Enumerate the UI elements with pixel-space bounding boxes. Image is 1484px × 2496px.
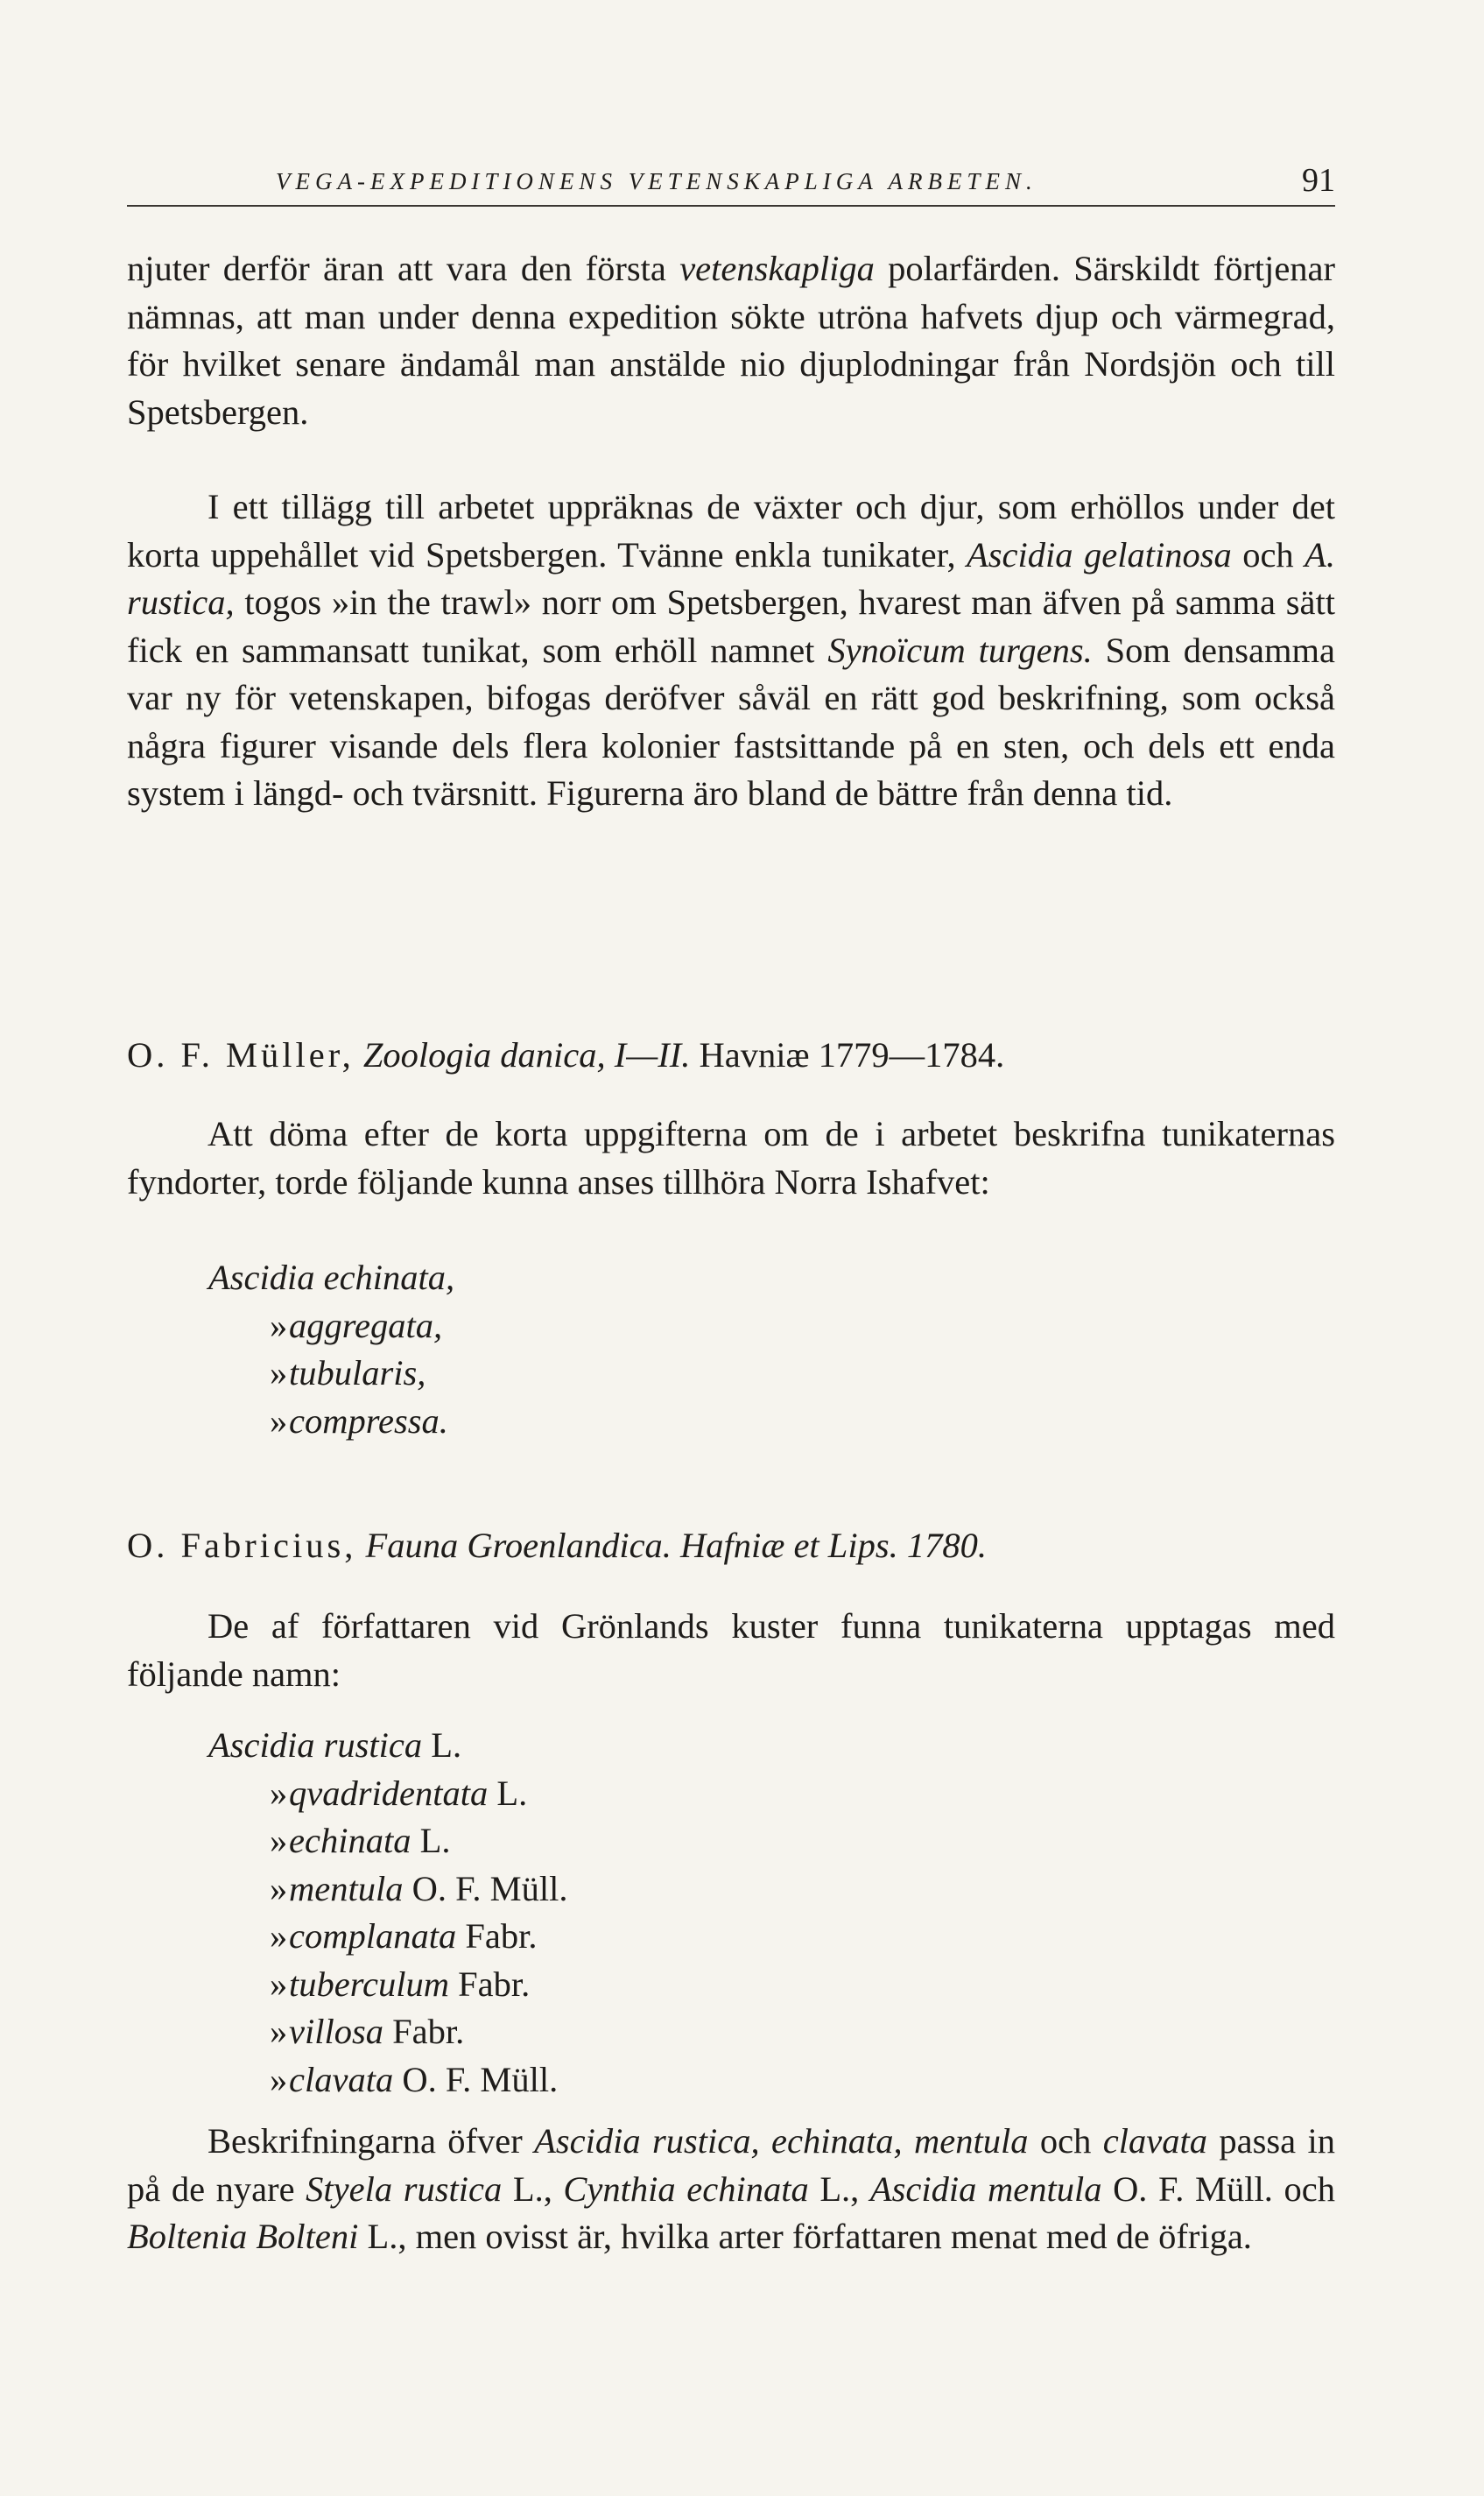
ref2-author: O. Fabricius,	[127, 1526, 357, 1565]
ditto-mark: »	[270, 1821, 288, 1860]
species-authority: Fabr.	[448, 1964, 531, 2004]
para2-text: och	[1231, 534, 1305, 575]
species-name: compressa.	[289, 1400, 448, 1441]
para5-text: och	[1028, 2121, 1103, 2161]
species-name: echinata	[289, 1821, 411, 1860]
species-authority: L.	[411, 1821, 451, 1860]
para5-italic: Boltenia Bolteni	[127, 2217, 359, 2256]
para2-text: I ett tillägg till arbetet uppräknas de växter och djur, som erhöllos under det korta uppehållet vid Spetsbergen. Tvänne enkla tunikater,	[127, 487, 1335, 575]
ditto-mark: »	[270, 2012, 288, 2051]
species-name: clavata	[289, 2059, 394, 2099]
para2-text-end: Som densamma var ny för vetenskapen, bifogas deröfver såväl en rätt god beskrifning, som också några figurer visande dels flera kolonier fastsittande på en sten, och dels ett enda system i längd- och tvärsnitt. Figurerna äro bland de bättre från denna tid.	[127, 630, 1335, 813]
species-name: Ascidia rustica	[208, 1725, 423, 1765]
para3-text: Att döma efter de korta uppgifterna om de i arbetet beskrifna tunikaternas fyndorter, torde följande kunna anses tillhöra Norra Ishafvet:	[127, 1114, 1335, 1202]
paragraph-1	[127, 245, 1335, 436]
para5-italic: Ascidia mentula	[869, 2168, 1102, 2209]
paragraph-2	[127, 483, 1335, 818]
para5-text: L.,	[502, 2168, 564, 2209]
species-list-item	[208, 1350, 454, 1398]
reference-muller	[127, 1032, 1004, 1080]
species-list-item	[208, 1913, 568, 1961]
para4-text: De af författaren vid Grönlands kuster funna tunikaterna upptagas med följande namn:	[127, 1606, 1335, 1694]
species-authority: O. F. Müll.	[393, 2059, 559, 2099]
species-list-item	[208, 1865, 568, 1914]
ref1-title: Zoologia danica, I—II.	[362, 1035, 691, 1075]
paragraph-3	[127, 1111, 1335, 1206]
species-authority: L.	[488, 1773, 528, 1813]
species-list-item	[208, 1254, 454, 1302]
species-list-item	[208, 2008, 568, 2056]
species-authority: O. F. Müll.	[403, 1868, 568, 1908]
para5-text-end: L., men ovisst är, hvilka arter författaren menat med de öfriga.	[358, 2217, 1252, 2256]
species-list-item	[208, 1398, 454, 1446]
species-name: tubularis,	[289, 1353, 426, 1393]
species-a-rustica: A. rustica,	[127, 534, 1335, 622]
ditto-mark: »	[270, 1868, 288, 1908]
ditto-mark: »	[270, 1353, 288, 1393]
para1-text-end: polarfärden. Särskildt förtjenar nämnas, att man under denna expedition sökte utröna hafvets djup och värmegrad, för hvilket senare ändamål man anstälde nio djuplodningar från Nordsjön och till Spetsbergen.	[127, 249, 1336, 432]
ditto-mark: »	[270, 1964, 288, 2004]
species-authority: L.	[422, 1725, 462, 1765]
para5-italic: clavata	[1102, 2121, 1207, 2161]
species-list-item	[208, 1961, 568, 2009]
ditto-mark: »	[270, 1400, 288, 1441]
species-ascidia-gelatinosa: Ascidia gelatinosa	[967, 534, 1232, 575]
species-name: mentula	[289, 1868, 404, 1908]
species-list-item	[208, 1302, 454, 1350]
ref2-title: Fauna Groenlandica. Hafniæ et Lips. 1780.	[365, 1526, 987, 1565]
species-name: aggregata,	[289, 1305, 443, 1345]
para5-text: passa in på de nyare	[127, 2121, 1335, 2209]
header-rule	[127, 205, 1335, 207]
species-list-item	[208, 1817, 568, 1865]
species-list-item	[208, 2056, 568, 2105]
ref1-place: Havniæ 1779—1784.	[690, 1035, 1005, 1075]
reference-fabricius	[127, 1522, 987, 1570]
ditto-mark: »	[270, 1305, 288, 1345]
running-header	[127, 159, 1335, 207]
species-name: tuberculum	[289, 1964, 449, 2004]
para5-text: Beskrifningarna öfver	[207, 2121, 535, 2161]
para5-italic: Styela rustica	[306, 2168, 503, 2209]
paragraph-4	[127, 1603, 1335, 1698]
page-number: 91	[1302, 162, 1335, 199]
ref1-author: O. F. Müller,	[127, 1035, 355, 1075]
para5-italic: Ascidia rustica, echinata, mentula	[534, 2121, 1029, 2161]
species-list-item	[208, 1770, 568, 1818]
species-name: complanata	[289, 1916, 457, 1956]
species-list-fabricius	[208, 1722, 568, 2104]
ditto-mark: »	[270, 2059, 288, 2099]
para5-text: L.,	[808, 2168, 870, 2209]
ditto-mark: »	[270, 1916, 288, 1956]
species-authority: Fabr.	[456, 1916, 538, 1956]
species-name: qvadridentata	[289, 1773, 489, 1813]
para1-italic: vetenskapliga	[679, 249, 875, 288]
species-name: villosa	[289, 2012, 383, 2051]
species-list-item	[208, 1722, 568, 1770]
species-synoicum-turgens: Synoïcum turgens.	[827, 630, 1093, 670]
species-name: Ascidia echinata,	[208, 1258, 455, 1297]
paragraph-5	[127, 2118, 1335, 2261]
ditto-mark: »	[270, 1773, 288, 1813]
para1-text: njuter derför äran att vara den första	[127, 249, 680, 288]
para5-text: O. F. Müll. och	[1101, 2168, 1335, 2209]
species-authority: Fabr.	[383, 2012, 465, 2051]
para5-italic: Cynthia echinata	[563, 2168, 809, 2209]
species-list-muller	[208, 1254, 454, 1445]
para2-text: togos »in the trawl» norr om Spetsbergen, hvarest man äfven på samma sätt fick en sammansatt tunikat, som erhöll namnet	[127, 582, 1335, 670]
running-title: VEGA-EXPEDITIONENS VETENSKAPLIGA ARBETEN.	[276, 168, 1037, 194]
